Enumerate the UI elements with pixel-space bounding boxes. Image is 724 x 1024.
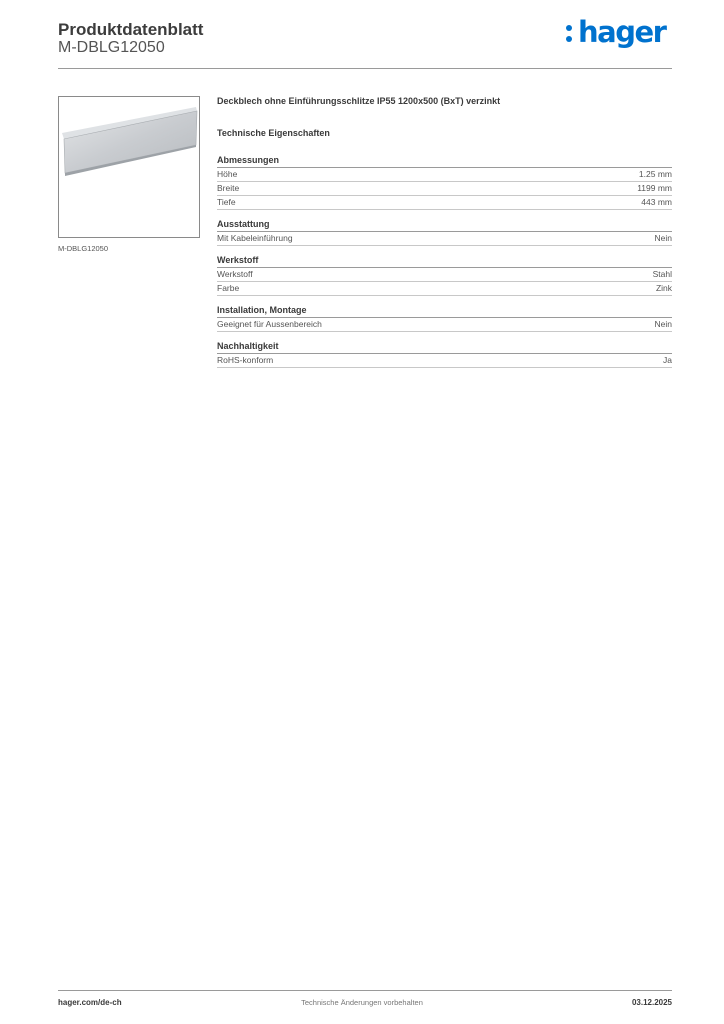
page-title: Produktdatenblatt — [58, 20, 204, 39]
spec-row — [217, 268, 672, 282]
spec-value: 443 mm — [641, 197, 672, 207]
section-title: Installation, Montage — [217, 304, 672, 318]
spec-row — [217, 168, 672, 182]
logo-text: hager — [578, 15, 666, 49]
footer-notice: Technische Änderungen vorbehalten — [301, 998, 423, 1007]
section-title: Werkstoff — [217, 254, 672, 268]
section-nachhaltigkeit — [217, 340, 672, 368]
spec-label: Breite — [217, 183, 240, 193]
cover-plate-icon — [59, 97, 199, 237]
section-werkstoff — [217, 254, 672, 296]
section-title: Nachhaltigkeit — [217, 340, 672, 354]
hager-logo — [566, 14, 665, 50]
section-title: Abmessungen — [217, 154, 672, 168]
section-title: Ausstattung — [217, 218, 672, 232]
footer-divider — [58, 990, 672, 991]
spec-row — [217, 232, 672, 246]
spec-value: Zink — [655, 283, 672, 293]
spec-label: Werkstoff — [217, 269, 253, 279]
footer-date: 03.12.2025 — [631, 998, 672, 1007]
spec-label: Farbe — [217, 283, 240, 293]
spec-value: Ja — [663, 355, 672, 365]
spec-label: Höhe — [217, 169, 238, 179]
spec-row — [217, 354, 672, 368]
spec-label: Tiefe — [217, 197, 236, 207]
spec-value: Nein — [654, 319, 672, 329]
spec-label: Mit Kabeleinführung — [217, 233, 293, 243]
spec-row — [217, 196, 672, 210]
spec-row — [217, 282, 672, 296]
section-installation — [217, 304, 672, 332]
spec-label: Geeignet für Aussenbereich — [217, 319, 322, 329]
spec-content — [217, 96, 672, 376]
spec-label: RoHS-konform — [217, 355, 274, 365]
section-abmessungen — [217, 154, 672, 210]
tech-heading: Technische Eigenschaften — [217, 128, 330, 138]
spec-row — [217, 318, 672, 332]
image-caption: M-DBLG12050 — [58, 244, 109, 253]
spec-value: Stahl — [652, 269, 672, 279]
product-description: Deckblech ohne Einführungsschlitze IP55 1200x500 (BxT) verzinkt — [217, 96, 501, 106]
spec-value: 1.25 mm — [638, 169, 672, 179]
product-image — [58, 96, 200, 238]
logo-dots-icon — [566, 25, 576, 47]
spec-value: Nein — [654, 233, 672, 243]
spec-row — [217, 182, 672, 196]
spec-value: 1199 mm — [637, 183, 672, 193]
footer-url: hager.com/de-ch — [58, 998, 122, 1007]
header-divider — [58, 68, 672, 69]
product-code: M-DBLG12050 — [58, 39, 165, 56]
section-ausstattung — [217, 218, 672, 246]
